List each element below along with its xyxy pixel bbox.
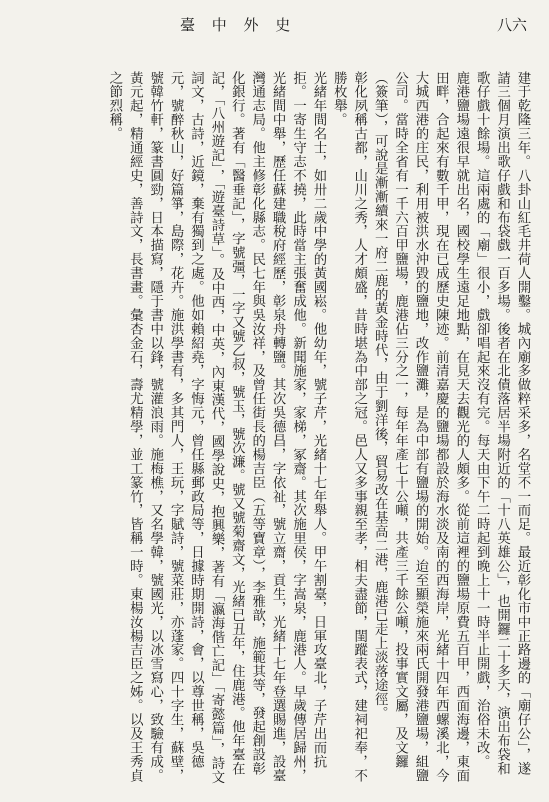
page-header — [0, 14, 549, 38]
paragraph-5: 黃元起，精通經史，善詩文，長書畫。彙杏金石，壽尤精學，並工篆竹，皆稱一時。東楊汝楊吉臣之姊。以及王秀貞之節烈稱。 — [106, 71, 143, 783]
paragraph-4: 光緒年間名士，如卅二歲中學的黃國崧。他幼年，號子芹，光緒十七年舉人。甲午割臺，日軍攻臺北，子芹出而抗拒。一寄生守志不撓，此時當主張奮成他。新聞施家，家梯，冢齋。其次施里侯，字嵩泉，鹿港人。早歲傳居歸州，光緒間中舉，歷任蘇建職稅府經歷，彰泉舟轉鹽。其次吳德昌，字依祉，號立齋，貢生，光緒十七年登選賜進，設臺灣通志局。他主修彰化縣志。民七年與吳汝祥，及曾任街長的楊吉臣（五等寶章），李雅歆，施範其等，發起創設彰化銀行。著有「醫垂記」，字號彊，一字又號乙叔，號玉，號次濂。號又號菊齋文，光緒已丑年，住鹿港。他年臺在記，「八州遊記」，「遊臺詩草」。及中西，中英，內東漢代，國學說史，抱興樂，著有「瀛海偕亡記」「寄懿篇」，詩文詞文，古詩，近鏡，棄有獨到之處。他如賴紹堯，字悔元，曾任縣郵政局等，日據時期開詩，會，以尊世稱，吳德元，號醉秋山，好篇箏，島際，花卉。施洪學書有，多其門人，王玩，字賦詩，號菜莊，亦蓬家。四十字生，蘇壁，號韓竹軒，篆書圓勁，日本描寫，隱于書中以鋒，號灌浪雨。施梅樵，又名學韓，號國光，以冰雪寫心，致驗有成。 — [147, 71, 326, 785]
paragraph-2: 鹿港鹽場遠很早就出名，國校學生遠足地點，在見天去觀光的人頗多。從前這裡的鹽場原費五百甲，西面海邊，東面田畔，合起來有數千甲，現在已成歷史陳迹。前清嘉慶的鹽場都設於海水淡及南的西海岸，光緒十四年西螺溪北，今大城西港的庄民，利用被洪水沖毀的鹽地，改作鹽灘，是為中部有鹽場的開始。迨至顯榮施來兩氏開發港鹽場，組鹽公司。當時全省有一千六百甲鹽場，鹿港佔三分之一，每年年產七十公噸，共產三千餘公噸，投事實文屬，及文鑼（簽筆），可說是漸漸續來一府二鹿的黃金時代，由于劉洋後，貿易改在基高二港，鹿港已走上淡落途徑。 — [372, 71, 469, 783]
vertical-text-body — [22, 54, 532, 790]
paragraph-3: 彰化夙稱古都，山川之秀，人才頗盛，昔時堪為中部之冠。邑人又多事親至孝，相夫盡節，閨蹤表式，建祠祀奉，不勝枚舉。 — [331, 71, 367, 783]
running-title: 臺 中 外 史 — [180, 16, 297, 34]
page-number: 八六 — [497, 16, 528, 34]
paragraph-1: 建于乾隆三年。八卦山紅毛井荷人開鑿。城內廟多做粹采多，名堂不一而足。最近彰化市中正路邊的「廟仔公」，遂請三個月演出歌仔戲和布袋戲一百多場。後者在北債落居半場附近的「十八英雄公」，也開鑼二十多天，演出布袋和歌仔戲十餘場。這兩處的「廟」很小，戲卻唱起來沒有完。每天由下午二時起到晚上十一時半止開戲，治俗未改。 — [474, 71, 530, 777]
